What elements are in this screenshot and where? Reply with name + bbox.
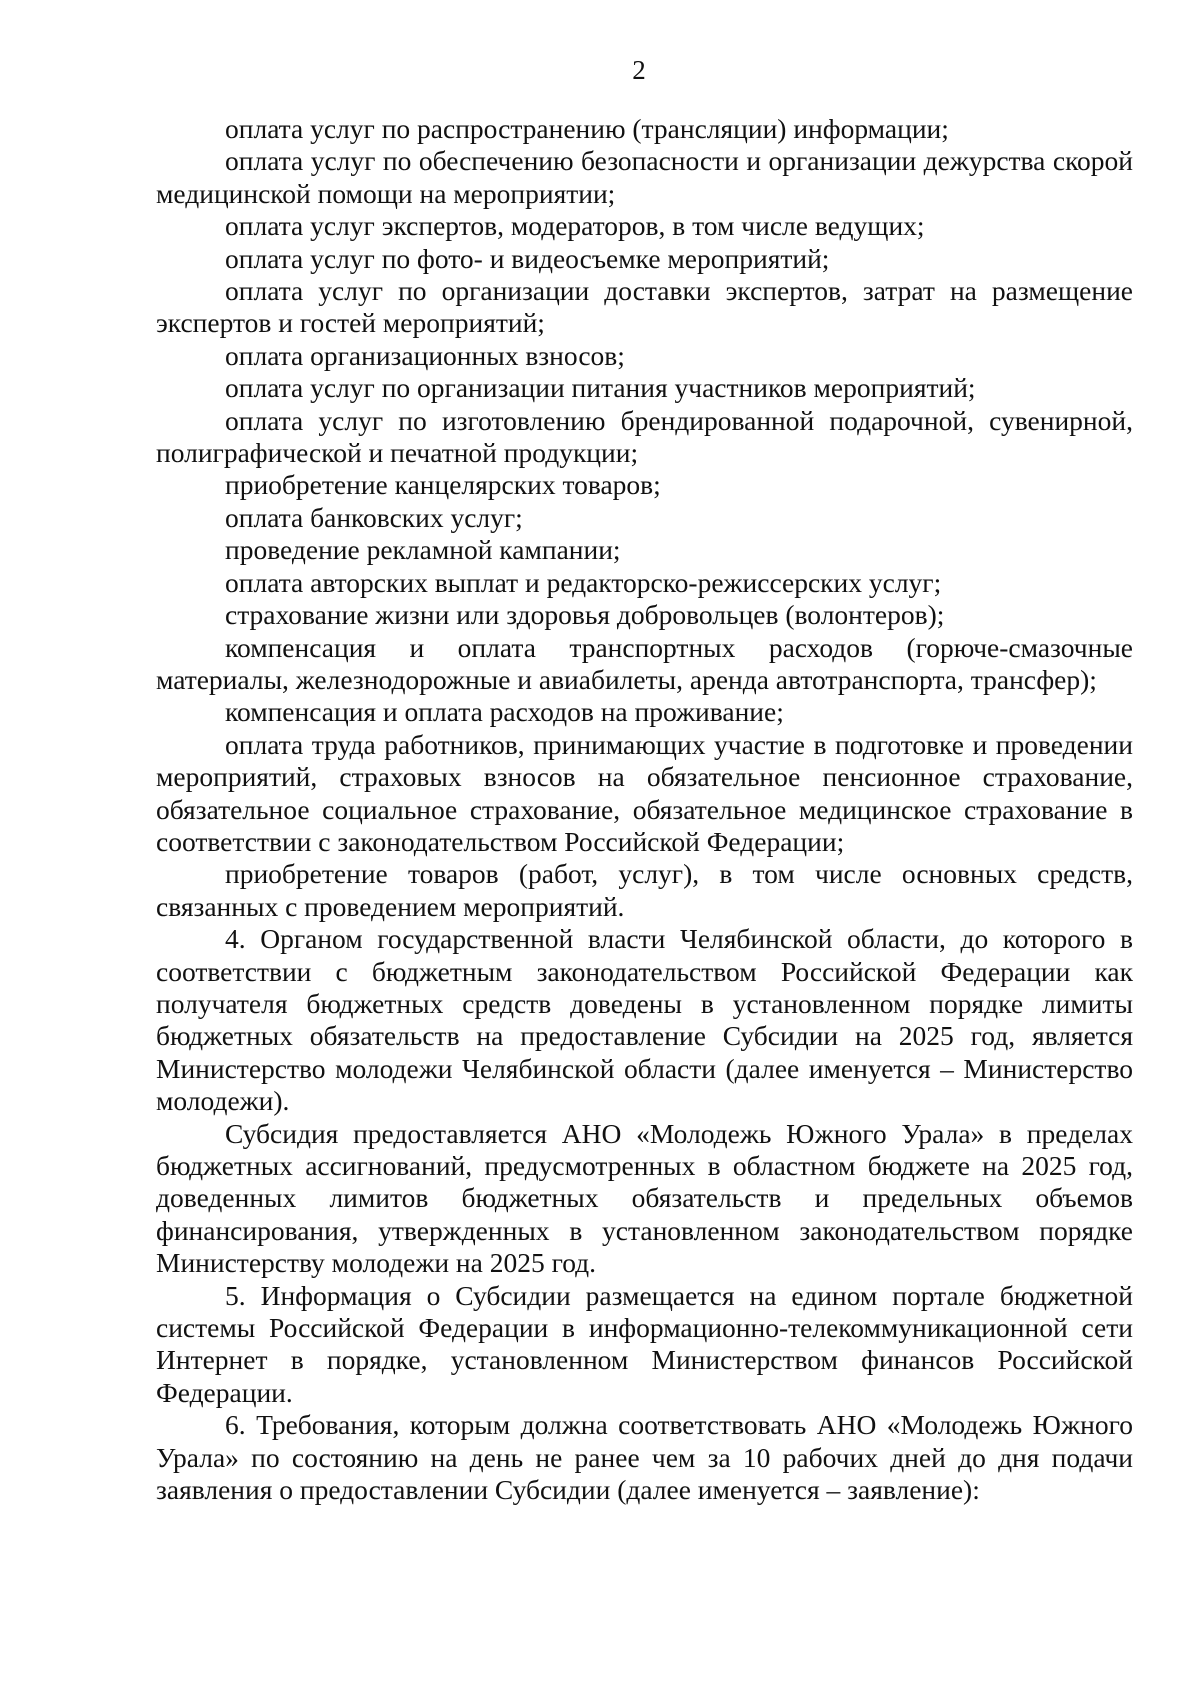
paragraph: оплата услуг экспертов, модераторов, в том числе ведущих; bbox=[225, 210, 925, 242]
paragraph: компенсация и оплата транспортных расходов (горюче-смазочные материалы, железнодорожные и авиабилеты, аренда автотранспорта, трансфер); bbox=[156, 631, 1133, 695]
paragraph: оплата услуг по организации питания участников мероприятий; bbox=[225, 372, 976, 404]
document-body bbox=[156, 113, 1133, 1506]
paragraph: приобретение канцелярских товаров; bbox=[225, 469, 661, 501]
paragraph: оплата услуг по изготовлению брендированной подарочной, сувенирной, полиграфической и печатной продукции; bbox=[156, 404, 1133, 469]
section-6-paragraph: 6. Требования, которым должна соответствовать АНО «Молодежь Южного Урала» по состоянию на день не ранее чем за 10 рабочих дней до дня подачи заявления о предоставлении Субсидии (далее именуется – заявление): bbox=[156, 1409, 1133, 1506]
section-4-paragraph: 4. Органом государственной власти Челябинской области, до которого в соответствии с бюджетным законодательством Российской Федерации как получателя бюджетных средств доведены в установленном порядке лимиты бюджетных обязательств на предоставление Субсидии на 2025 год, является Министерство молодежи Челябинской области (далее именуется – Министерство молодежи). bbox=[156, 923, 1133, 1117]
subsidy-paragraph: Субсидия предоставляется АНО «Молодежь Южного Урала» в пределах бюджетных ассигнований, предусмотренных в областном бюджете на 2025 год, доведенных лимитов бюджетных обязательств и предельных объемов финансирования, утвержденных в установленном законодательством порядке Министерству молодежи на 2025 год. bbox=[156, 1117, 1133, 1279]
paragraph: оплата труда работников, принимающих участие в подготовке и проведении мероприятий, страховых взносов на обязательное пенсионное страхование, обязательное социальное страхование, обязательное медицинское страхование в соответствии с законодательством Российской Федерации; bbox=[156, 728, 1133, 857]
paragraph: приобретение товаров (работ, услуг), в том числе основных средств, связанных с проведением мероприятий. bbox=[156, 858, 1133, 922]
paragraph: оплата услуг по фото- и видеосъемке мероприятий; bbox=[225, 242, 830, 274]
paragraph: проведение рекламной кампании; bbox=[225, 534, 621, 566]
paragraph: оплата услуг по обеспечению безопасности и организации дежурства скорой медицинской помощи на мероприятии; bbox=[156, 145, 1133, 209]
paragraph: компенсация и оплата расходов на проживание; bbox=[225, 696, 784, 728]
paragraph: оплата услуг по организации доставки экспертов, затрат на размещение экспертов и гостей мероприятий; bbox=[156, 275, 1133, 339]
paragraph: оплата организационных взносов; bbox=[225, 339, 625, 371]
paragraph: страхование жизни или здоровья добровольцев (волонтеров); bbox=[225, 599, 945, 631]
page-number: 2 bbox=[632, 55, 646, 85]
paragraph: оплата банковских услуг; bbox=[225, 501, 523, 533]
paragraph: оплата авторских выплат и редакторско-режиссерских услуг; bbox=[225, 566, 942, 598]
section-5-paragraph: 5. Информация о Субсидии размещается на едином портале бюджетной системы Российской Федерации в информационно-телекоммуникационной сети Интернет в порядке, установленном Министерством финансов Российской Федерации. bbox=[156, 1279, 1133, 1408]
paragraph: оплата услуг по распространению (трансляции) информации; bbox=[225, 113, 949, 144]
